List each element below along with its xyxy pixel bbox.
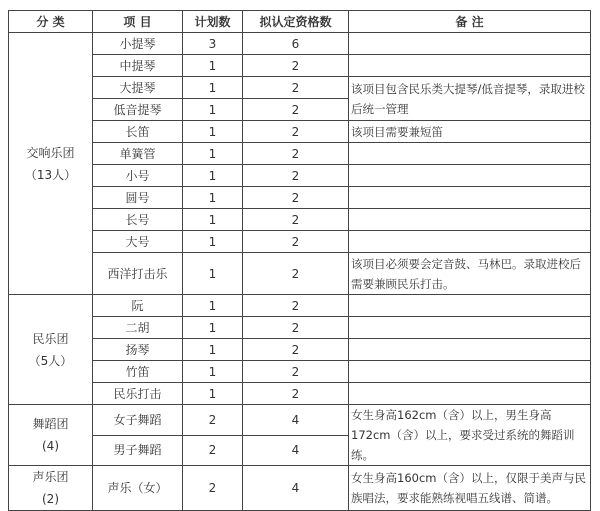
plan-cell: 1: [183, 295, 243, 317]
plan-cell: 1: [183, 165, 243, 187]
plan-cell: 2: [183, 466, 243, 511]
plan-cell: 1: [183, 361, 243, 383]
plan-cell: 1: [183, 209, 243, 231]
note-cell: [349, 317, 591, 339]
category-cell: [9, 405, 93, 466]
item-cell: 单簧管: [93, 143, 183, 165]
plan-cell: 1: [183, 77, 243, 99]
note-cell: 该项目需要兼短笛: [349, 121, 591, 143]
plan-cell: 2: [183, 435, 243, 466]
table-row: [9, 77, 591, 99]
table-row: [9, 33, 591, 55]
header-row: [9, 11, 591, 33]
qualified-cell: 2: [243, 231, 349, 253]
note-cell: 女生身高160cm（含）以上，仅限于美声与民族唱法，要求能熟练视唱五线谱、简谱。: [349, 466, 591, 511]
plan-cell: 1: [183, 339, 243, 361]
plan-cell: 1: [183, 253, 243, 295]
table-row: [9, 253, 591, 295]
header-notes: 备 注: [349, 11, 591, 33]
item-cell: 竹笛: [93, 361, 183, 383]
plan-cell: 1: [183, 231, 243, 253]
note-cell: [349, 295, 591, 317]
qualified-cell: 4: [243, 435, 349, 466]
item-cell: 低音提琴: [93, 99, 183, 121]
header-category: 分 类: [9, 11, 93, 33]
plan-cell: 1: [183, 121, 243, 143]
qualified-cell: 6: [243, 33, 349, 55]
table-row: [9, 165, 591, 187]
header-plan: 计划数: [183, 11, 243, 33]
qualified-cell: 2: [243, 361, 349, 383]
qualified-cell: 2: [243, 187, 349, 209]
header-item: 项 目: [93, 11, 183, 33]
qualified-cell: 2: [243, 317, 349, 339]
item-cell: 小号: [93, 165, 183, 187]
qualified-cell: 2: [243, 99, 349, 121]
note-cell: [349, 361, 591, 383]
table-row: [9, 361, 591, 383]
plan-cell: 2: [183, 405, 243, 436]
table-row: [9, 339, 591, 361]
note-cell: [349, 209, 591, 231]
qualified-cell: 2: [243, 253, 349, 295]
qualified-cell: 2: [243, 77, 349, 99]
table-row: [9, 383, 591, 405]
note-cell: [349, 33, 591, 55]
plan-cell: 1: [183, 187, 243, 209]
table-row: [9, 187, 591, 209]
plan-cell: 1: [183, 317, 243, 339]
qualified-cell: 2: [243, 165, 349, 187]
category-count: （5人）: [28, 353, 73, 368]
item-cell: 民乐打击: [93, 383, 183, 405]
qualified-cell: 2: [243, 383, 349, 405]
table-row: [9, 405, 591, 436]
plan-cell: 1: [183, 143, 243, 165]
category-count: （13人）: [24, 167, 77, 182]
note-cell: [349, 143, 591, 165]
item-cell: 大号: [93, 231, 183, 253]
item-cell: 声乐（女）: [93, 466, 183, 511]
category-cell: [9, 33, 93, 295]
category-name: 民乐团: [32, 331, 69, 346]
item-cell: 阮: [93, 295, 183, 317]
table-row: [9, 121, 591, 143]
table-row: [9, 231, 591, 253]
item-cell: 小提琴: [93, 33, 183, 55]
item-cell: 二胡: [93, 317, 183, 339]
qualified-cell: 2: [243, 209, 349, 231]
qualified-cell: 4: [243, 405, 349, 436]
note-cell: 女生身高162cm（含）以上，男生身高172cm（含）以上，要求受过系统的舞蹈训练。: [349, 405, 591, 466]
note-cell: [349, 55, 591, 77]
qualified-cell: 2: [243, 55, 349, 77]
note-cell: [349, 187, 591, 209]
header-qualified: 拟认定资格数: [243, 11, 349, 33]
category-name: 交响乐团: [26, 145, 75, 160]
table-row: [9, 143, 591, 165]
plan-cell: 3: [183, 33, 243, 55]
note-cell: [349, 231, 591, 253]
item-cell: 男子舞蹈: [93, 435, 183, 466]
qualified-cell: 2: [243, 143, 349, 165]
category-cell: [9, 295, 93, 405]
item-cell: 圆号: [93, 187, 183, 209]
item-cell: 女子舞蹈: [93, 405, 183, 436]
qualified-cell: 4: [243, 466, 349, 511]
qualified-cell: 2: [243, 295, 349, 317]
category-name: 声乐团: [32, 470, 69, 484]
qualified-cell: 2: [243, 121, 349, 143]
table-row: [9, 209, 591, 231]
table-row: [9, 466, 591, 511]
item-cell: 长笛: [93, 121, 183, 143]
note-cell: 该项目必须要会定音鼓、马林巴。录取进校后需要兼顾民乐打击。: [349, 253, 591, 295]
table-row: [9, 295, 591, 317]
item-cell: 大提琴: [93, 77, 183, 99]
table-row: [9, 317, 591, 339]
qualified-cell: 2: [243, 339, 349, 361]
enrollment-table: [8, 10, 591, 511]
plan-cell: 1: [183, 99, 243, 121]
table-row: [9, 55, 591, 77]
item-cell: 扬琴: [93, 339, 183, 361]
item-cell: 中提琴: [93, 55, 183, 77]
note-cell: [349, 165, 591, 187]
category-cell: [9, 466, 93, 511]
category-name: 舞蹈团: [32, 417, 69, 431]
category-count: (2): [42, 492, 59, 506]
note-cell: [349, 383, 591, 405]
item-cell: 长号: [93, 209, 183, 231]
plan-cell: 1: [183, 55, 243, 77]
note-cell: 该项目包含民乐类大提琴/低音提琴，录取进校后统一管理: [349, 77, 591, 121]
item-cell: 西洋打击乐: [93, 253, 183, 295]
plan-cell: 1: [183, 383, 243, 405]
note-cell: [349, 339, 591, 361]
category-count: (4): [42, 439, 59, 453]
